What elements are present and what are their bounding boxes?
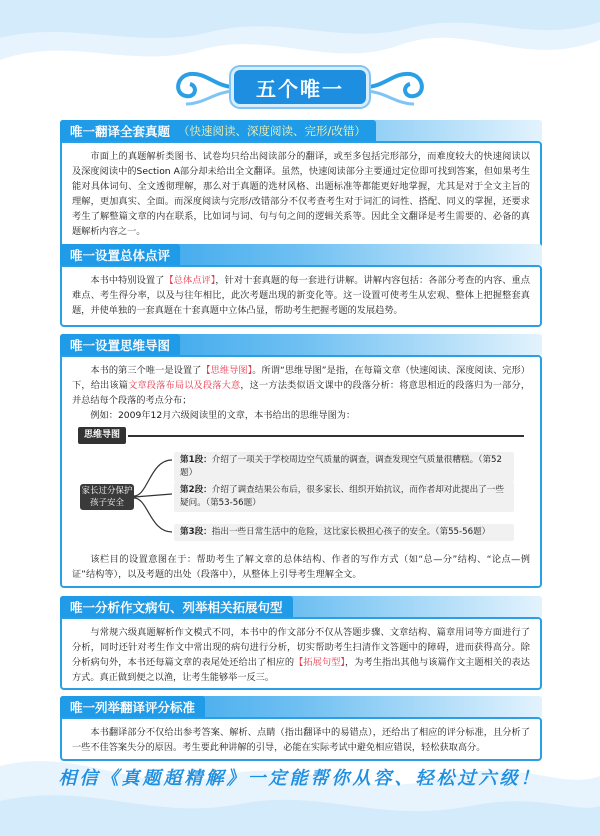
section-body [60,355,542,588]
footer-slogan: 相信《真题超精解》一定能帮你从容、轻松过六级！ [58,768,542,789]
section-overall-review [60,244,542,327]
section-heading: 唯一设置总体点评 [60,244,180,265]
left-swirl-ornament [156,64,236,110]
section-mind-map [60,334,542,588]
highlight-mind-map: 【思维导图】 [201,365,253,376]
section-essay-analysis [60,596,542,690]
highlight-paragraph-layout: 文章段落布局以及段落大意 [128,380,241,391]
example-line: 例如：2009年12月六级阅读里的文章，本书给出的思维导图为： [90,410,356,421]
section-translation-scoring [60,696,542,761]
section-paragraph: 该栏目的设置意图在于：帮助考生了解文章的总体结构、作者的写作方式（如“总—分”结构、“论点—例证”结构等），以及考题的出处（段落中），从整体上引导考生理解全文。 [72,554,530,580]
mind-map-root-node: 家长过分保护孩子安全 [81,486,133,508]
section-body [60,717,542,761]
highlight-overall-review: 【总体点评】 [164,275,216,286]
mind-map-connectors [134,448,174,548]
highlight-extended-sentences: 【拓展句型】 [294,657,345,668]
section-paragraph: 与常规六级真题解析作文模式不同，本书中的作文部分不仅从答题步骤、文章结构、篇章用词等方面进行了分析，同时还针对考生作文中常出现的病句进行分析，切实帮助考生扫清作文答题中的障碍，进而获得高分。除分析病句外，本书还每篇文章的表尾处还给出了相应的【拓展句型】，为考生指出其他与该篇作文主题相关的表达方式。真正做到便之以渔，让考生能够举一反三。 [72,627,530,683]
section-full-translation [60,120,542,249]
section-body [60,617,542,690]
section-body [60,141,542,249]
section-subheading: （快速阅读、深度阅读、完形/改错） [178,123,366,138]
section-heading: 唯一翻译全套真题 （快速阅读、深度阅读、完形/改错） [60,120,376,141]
section-paragraph: 本书翻译部分不仅给出参考答案、解析、点睛（指出翻译中的易错点），还给出了相应的评分标准，且分析了一些不佳答案失分的原因。考生要此种讲解的引导，必能在实际考试中避免相应错误，轻松获取高分。 [72,727,530,753]
section-paragraph: 本书中特别设置了【总体点评】，针对十套真题的每一套进行讲解。讲解内容包括：各部分考查的内容、重点难点、考生得分率，以及与往年相比，此次考题出现的新变化等。这一设置可使考生从宏观、整体上把握整套真题，并使单独的一套真题在十套真题中立体凸显，帮助考生把握考题的发展趋势。 [72,275,530,316]
top-wave-decoration [0,0,600,130]
mind-map-item: 第2段：介绍了调查结果公布后，很多家长、组织开始抗议，而作者却对此提出了一些疑问。（第53-56题） [174,482,514,512]
page-title: 五个唯一 [234,70,366,104]
mind-map-item: 第3段：指出一些日常生活中的危险，这比家长极担心孩子的安全。（第55-56题） [174,524,514,541]
right-swirl-ornament [364,64,444,110]
section-heading: 唯一分析作文病句、列举相关拓展句型 [60,596,293,617]
section-heading: 唯一列举翻译评分标准 [60,696,205,717]
mind-map-figure [72,427,530,548]
mind-map-tag: 思维导图 [78,427,126,444]
section-heading: 唯一设置思维导图 [60,334,180,355]
section-body [60,265,542,327]
section-paragraph: 本书的第三个唯一是设置了【思维导图】。所谓“思维导图”是指，在每篇文章（快速阅读、深度阅读、完形）下，给出该篇文章段落布局以及段落大意，这一方法类似语文课中的段落分析：将意思相近的段落归为一部分，并总结每个段落的考点分布； [72,365,531,406]
mind-map-item: 第1段：介绍了一项关于学校周边空气质量的调查，调查发现空气质量很糟糕。（第52题） [174,452,514,482]
section-paragraph: 市面上的真题解析类图书、试卷均只给出阅读部分的翻译，或至多包括完形部分，而难度较大的快速阅读以及深度阅读中的Section A部分却未给出全文翻译。虽然，快速阅读部分主要通过定位即可找到答案，但如果考生能对具体词句、全文透彻理解，那么对于真题的选材风格、出题标准等都能更好地掌握，尤其是对于全文主旨的理解，更加真实、全面。而深度阅读与完形/改错部分不仅考查考生对于词汇的词性、搭配、同义的掌握，还要求考生了解整篇文章的内在联系，比如词与词、句与句之间的逻辑关系等。因此全文翻译是考生需要的、必备的真题解析内容之一。 [72,151,530,237]
